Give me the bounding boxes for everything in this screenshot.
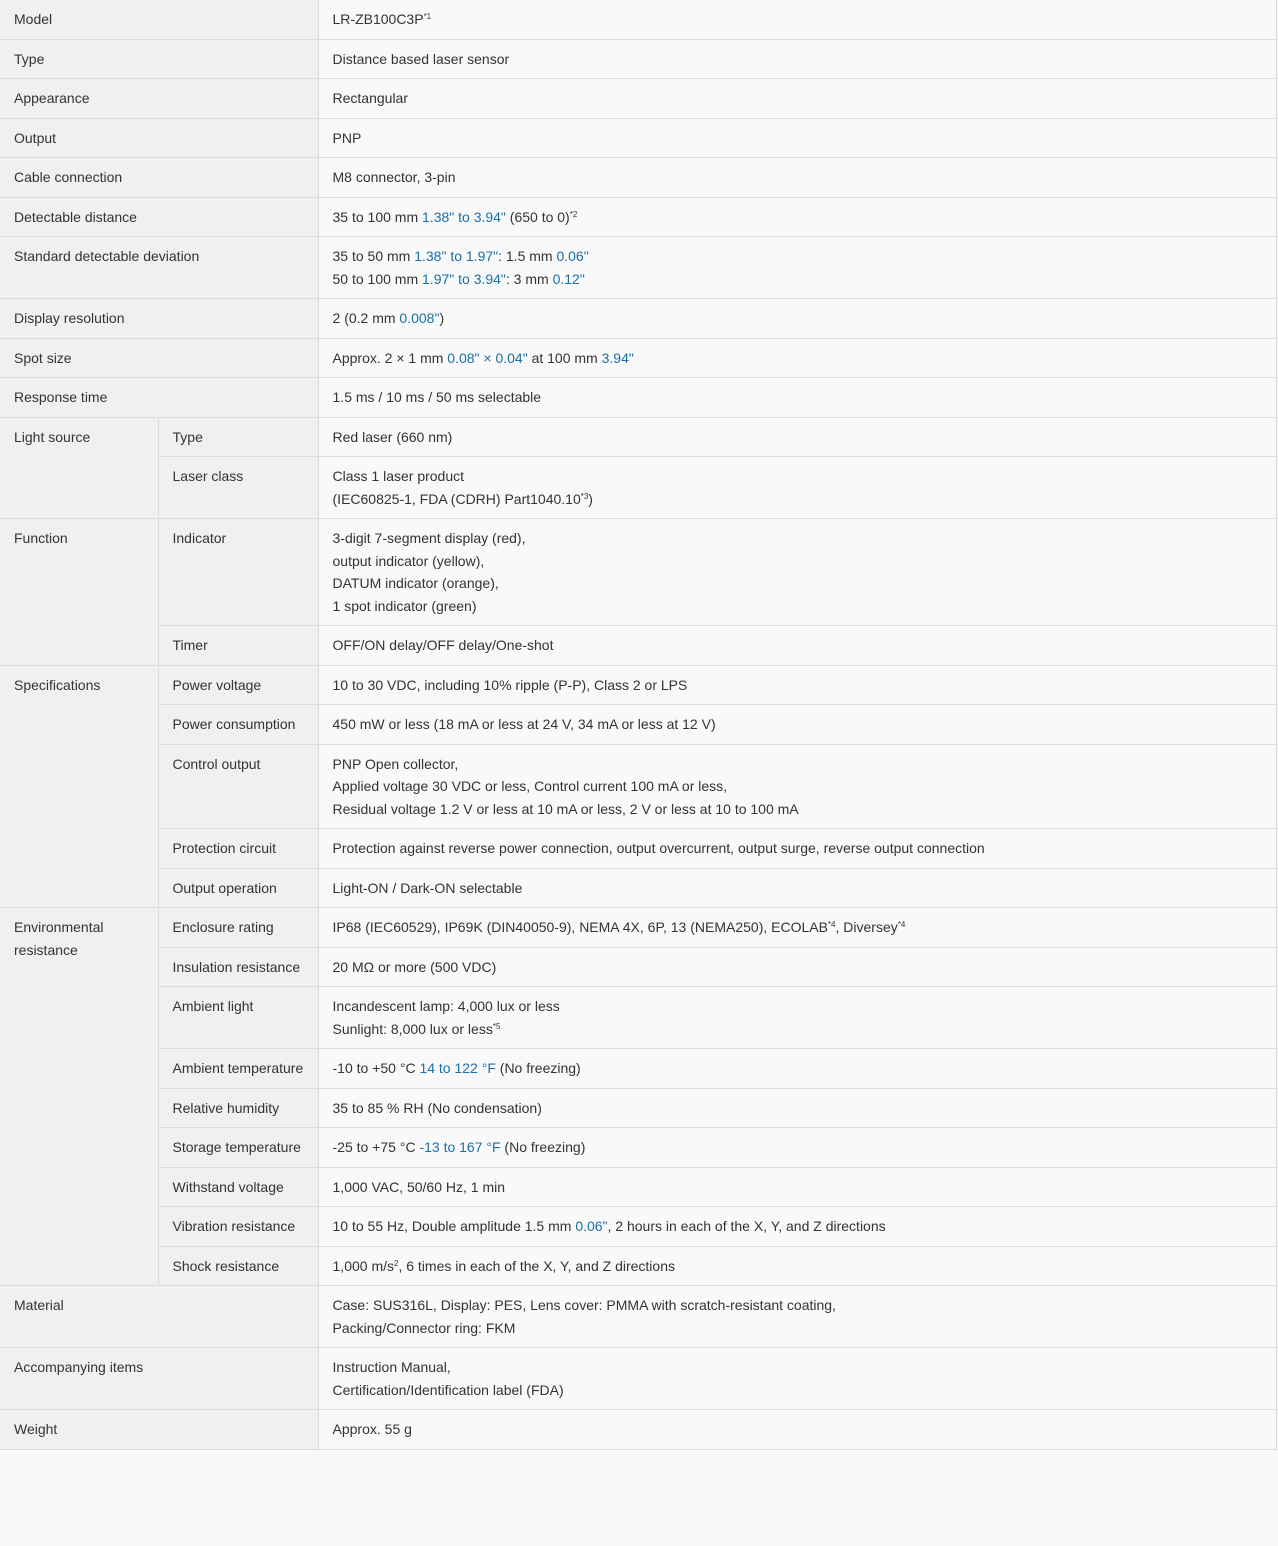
withstand-voltage-value	[318, 1167, 1276, 1207]
spec-row-detectable-distance	[0, 197, 1277, 237]
storage-temperature-text: (No freezing)	[500, 1139, 586, 1155]
spec-row-response-time	[0, 378, 1277, 418]
enclosure-rating-text: , Diversey	[835, 919, 898, 935]
protection-circuit-value	[318, 829, 1276, 869]
spec-row-spot-size	[0, 338, 1277, 378]
shock-resistance-text: , 6 times in each of the X, Y, and Z directions	[398, 1257, 675, 1274]
ambient-temperature-text: (No freezing)	[495, 1060, 581, 1076]
enclosure-rating-text: IP68 (IEC60529), IP69K (DIN40050-9), NEMA 4X, 6P, 13 (NEMA250), ECOLAB	[332, 919, 828, 935]
type-value	[318, 417, 1276, 457]
laser-class-text: )	[588, 490, 593, 507]
storage-temperature-value	[318, 1128, 1276, 1168]
accompanying-items-text: Instruction Manual,	[332, 1359, 451, 1375]
laser-class-text: Class 1 laser product	[332, 468, 465, 484]
vibration-resistance-label: Vibration resistance	[158, 1207, 318, 1247]
withstand-voltage-label: Withstand voltage	[158, 1167, 318, 1207]
control-output-text: Applied voltage 30 VDC or less, Control current 100 mA or less,	[332, 778, 728, 794]
spec-row-specifications-power-consumption	[0, 705, 1277, 745]
spec-row-environmental-resistance-ambient-temperature	[0, 1049, 1277, 1089]
spec-row-type	[0, 39, 1277, 79]
spec-row-specifications-control-output	[0, 744, 1277, 829]
environmental-resistance-group-label: Environmental resistance	[0, 908, 158, 1286]
indicator-text: 1 spot indicator (green)	[332, 597, 477, 614]
spec-row-environmental-resistance-vibration-resistance	[0, 1207, 1277, 1247]
spec-row-environmental-resistance-enclosure-rating	[0, 908, 1277, 948]
spec-row-function-timer	[0, 626, 1277, 666]
material-text: Case: SUS316L, Display: PES, Lens cover: PMMA with scratch-resistant coating,	[332, 1297, 836, 1313]
detectable-distance-text: 35 to 100 mm	[332, 208, 423, 225]
type-text: Red laser (660 nm)	[332, 428, 453, 445]
ambient-light-text: Incandescent lamp: 4,000 lux or less	[332, 998, 560, 1014]
display-resolution-imperial: 0.008"	[399, 310, 440, 326]
type-value	[318, 39, 1276, 79]
accompanying-items-label: Accompanying items	[0, 1348, 318, 1410]
detectable-distance-text: (650 to 0)	[505, 208, 570, 225]
indicator-text: DATUM indicator (orange),	[332, 575, 499, 591]
power-voltage-label: Power voltage	[158, 665, 318, 705]
shock-resistance-text: 1,000 m/s	[332, 1257, 394, 1274]
insulation-resistance-label: Insulation resistance	[158, 947, 318, 987]
spec-row-environmental-resistance-ambient-light	[0, 987, 1277, 1049]
output-operation-value	[318, 868, 1276, 908]
enclosure-rating-footnote: *4	[897, 920, 906, 929]
accompanying-items-value	[318, 1348, 1276, 1410]
response-time-value	[318, 378, 1276, 418]
power-voltage-text: 10 to 30 VDC, including 10% ripple (P-P), Class 2 or LPS	[332, 676, 688, 693]
timer-value	[318, 626, 1276, 666]
power-voltage-value	[318, 665, 1276, 705]
weight-text: Approx. 55 g	[332, 1421, 412, 1437]
vibration-resistance-imperial: 0.06"	[575, 1218, 608, 1234]
indicator-value	[318, 519, 1276, 626]
indicator-text: output indicator (yellow),	[332, 552, 485, 569]
insulation-resistance-text: 20 MΩ or more (500 VDC)	[332, 958, 497, 975]
enclosure-rating-value	[318, 908, 1276, 948]
vibration-resistance-value	[318, 1207, 1276, 1247]
appearance-text: Rectangular	[332, 90, 409, 106]
vibration-resistance-text: 10 to 55 Hz, Double amplitude 1.5 mm	[332, 1218, 576, 1234]
detectable-distance-footnote: *2	[569, 209, 578, 219]
model-footnote: *1	[423, 12, 432, 21]
spec-row-light-source-type	[0, 417, 1277, 457]
spec-row-standard-detectable-deviation	[0, 237, 1277, 299]
ambient-light-value	[318, 987, 1276, 1049]
ambient-temperature-label: Ambient temperature	[158, 1049, 318, 1089]
cable-connection-label: Cable connection	[0, 158, 318, 198]
display-resolution-value	[318, 299, 1276, 339]
spot-size-text: Approx. 2 × 1 mm	[332, 349, 448, 366]
ambient-temperature-imperial: 14 to 122 °F	[419, 1060, 496, 1076]
display-resolution-text: )	[439, 310, 445, 326]
spec-row-material	[0, 1286, 1277, 1348]
relative-humidity-value	[318, 1088, 1276, 1128]
relative-humidity-label: Relative humidity	[158, 1088, 318, 1128]
enclosure-rating-footnote: *4	[827, 920, 836, 929]
type-text: Distance based laser sensor	[332, 50, 510, 67]
spot-size-label: Spot size	[0, 338, 318, 378]
cable-connection-value	[318, 158, 1276, 198]
storage-temperature-label: Storage temperature	[158, 1128, 318, 1168]
enclosure-rating-label: Enclosure rating	[158, 908, 318, 948]
standard-detectable-deviation-text: : 1.5 mm	[498, 248, 557, 264]
light-source-group-label: Light source	[0, 417, 158, 519]
spec-row-light-source-laser-class	[0, 457, 1277, 519]
standard-detectable-deviation-label: Standard detectable deviation	[0, 237, 318, 299]
timer-text: OFF/ON delay/OFF delay/One-shot	[332, 637, 554, 653]
spec-row-specifications-output-operation	[0, 868, 1277, 908]
spot-size-text: at 100 mm	[527, 349, 602, 366]
protection-circuit-text: Protection against reverse power connection, output overcurrent, output surge, reverse output connection	[332, 840, 985, 856]
model-label: Model	[0, 0, 318, 39]
appearance-value	[318, 79, 1276, 119]
response-time-text: 1.5 ms / 10 ms / 50 ms selectable	[332, 389, 542, 405]
spec-row-model	[0, 0, 1277, 39]
ambient-light-label: Ambient light	[158, 987, 318, 1049]
detectable-distance-imperial: 1.38" to 3.94"	[422, 208, 506, 225]
withstand-voltage-text: 1,000 VAC, 50/60 Hz, 1 min	[332, 1178, 506, 1195]
standard-detectable-deviation-value	[318, 237, 1276, 299]
control-output-text: Residual voltage 1.2 V or less at 10 mA or less, 2 V or less at 10 to 100 mA	[332, 800, 799, 817]
laser-class-value	[318, 457, 1276, 519]
protection-circuit-label: Protection circuit	[158, 829, 318, 869]
shock-resistance-footnote: 2	[394, 1258, 399, 1268]
standard-detectable-deviation-imperial: 1.97" to 3.94"	[422, 270, 506, 287]
spec-row-environmental-resistance-withstand-voltage	[0, 1167, 1277, 1207]
spot-size-value	[318, 338, 1276, 378]
weight-value	[318, 1410, 1276, 1450]
display-resolution-label: Display resolution	[0, 299, 318, 339]
response-time-label: Response time	[0, 378, 318, 418]
cable-connection-text: M8 connector, 3-pin	[332, 169, 456, 185]
output-operation-label: Output operation	[158, 868, 318, 908]
standard-detectable-deviation-text: 35 to 50 mm	[332, 248, 415, 264]
indicator-text: 3-digit 7-segment display (red),	[332, 530, 526, 546]
spec-row-function-indicator	[0, 519, 1277, 626]
storage-temperature-text: -25 to +75 °C	[332, 1139, 420, 1155]
ambient-temperature-text: -10 to +50 °C	[332, 1060, 420, 1076]
insulation-resistance-value	[318, 947, 1276, 987]
output-label: Output	[0, 118, 318, 158]
shock-resistance-value	[318, 1246, 1276, 1286]
model-text: LR-ZB100C3P	[332, 11, 424, 27]
power-consumption-value	[318, 705, 1276, 745]
relative-humidity-text: 35 to 85 % RH (No condensation)	[332, 1099, 542, 1116]
ambient-light-footnote: *5	[492, 1021, 501, 1031]
standard-detectable-deviation-text: 50 to 100 mm	[332, 270, 423, 287]
weight-label: Weight	[0, 1410, 318, 1450]
standard-detectable-deviation-imperial: 0.12"	[552, 270, 585, 287]
spec-row-environmental-resistance-relative-humidity	[0, 1088, 1277, 1128]
output-text: PNP	[332, 129, 362, 146]
timer-label: Timer	[158, 626, 318, 666]
output-value	[318, 118, 1276, 158]
spec-row-cable-connection	[0, 158, 1277, 198]
laser-class-text: (IEC60825-1, FDA (CDRH) Part1040.10	[332, 490, 581, 507]
detectable-distance-label: Detectable distance	[0, 197, 318, 237]
indicator-label: Indicator	[158, 519, 318, 626]
spec-row-display-resolution	[0, 299, 1277, 339]
control-output-value	[318, 744, 1276, 829]
standard-detectable-deviation-text: : 3 mm	[505, 270, 553, 287]
spec-row-specifications-protection-circuit	[0, 829, 1277, 869]
spec-row-environmental-resistance-insulation-resistance	[0, 947, 1277, 987]
spot-size-imperial: 0.08" × 0.04"	[447, 349, 528, 366]
spec-row-specifications-power-voltage	[0, 665, 1277, 705]
material-value	[318, 1286, 1276, 1348]
spec-row-accompanying-items	[0, 1348, 1277, 1410]
laser-class-label: Laser class	[158, 457, 318, 519]
display-resolution-text: 2 (0.2 mm	[332, 310, 400, 326]
model-value	[318, 0, 1276, 39]
control-output-text: PNP Open collector,	[332, 755, 459, 772]
spot-size-imperial: 3.94"	[601, 349, 634, 366]
spec-row-environmental-resistance-storage-temperature	[0, 1128, 1277, 1168]
accompanying-items-text: Certification/Identification label (FDA)	[332, 1381, 564, 1398]
specifications-group-label: Specifications	[0, 665, 158, 908]
control-output-label: Control output	[158, 744, 318, 829]
standard-detectable-deviation-imperial: 0.06"	[556, 248, 589, 264]
ambient-temperature-value	[318, 1049, 1276, 1089]
material-label: Material	[0, 1286, 318, 1348]
appearance-label: Appearance	[0, 79, 318, 119]
type-label: Type	[158, 417, 318, 457]
detectable-distance-value	[318, 197, 1276, 237]
function-group-label: Function	[0, 519, 158, 666]
spec-row-weight	[0, 1410, 1277, 1450]
vibration-resistance-text: , 2 hours in each of the X, Y, and Z directions	[607, 1218, 886, 1234]
spec-row-appearance	[0, 79, 1277, 119]
ambient-light-text: Sunlight: 8,000 lux or less	[332, 1020, 493, 1037]
type-label: Type	[0, 39, 318, 79]
material-text: Packing/Connector ring: FKM	[332, 1319, 516, 1336]
spec-row-environmental-resistance-shock-resistance	[0, 1246, 1277, 1286]
shock-resistance-label: Shock resistance	[158, 1246, 318, 1286]
standard-detectable-deviation-imperial: 1.38" to 1.97"	[414, 248, 499, 264]
storage-temperature-imperial: -13 to 167 °F	[419, 1139, 501, 1155]
laser-class-footnote: *3	[580, 491, 589, 501]
power-consumption-label: Power consumption	[158, 705, 318, 745]
spec-row-output	[0, 118, 1277, 158]
power-consumption-text: 450 mW or less (18 mA or less at 24 V, 34 mA or less at 12 V)	[332, 716, 716, 732]
output-operation-text: Light-ON / Dark-ON selectable	[332, 879, 523, 896]
